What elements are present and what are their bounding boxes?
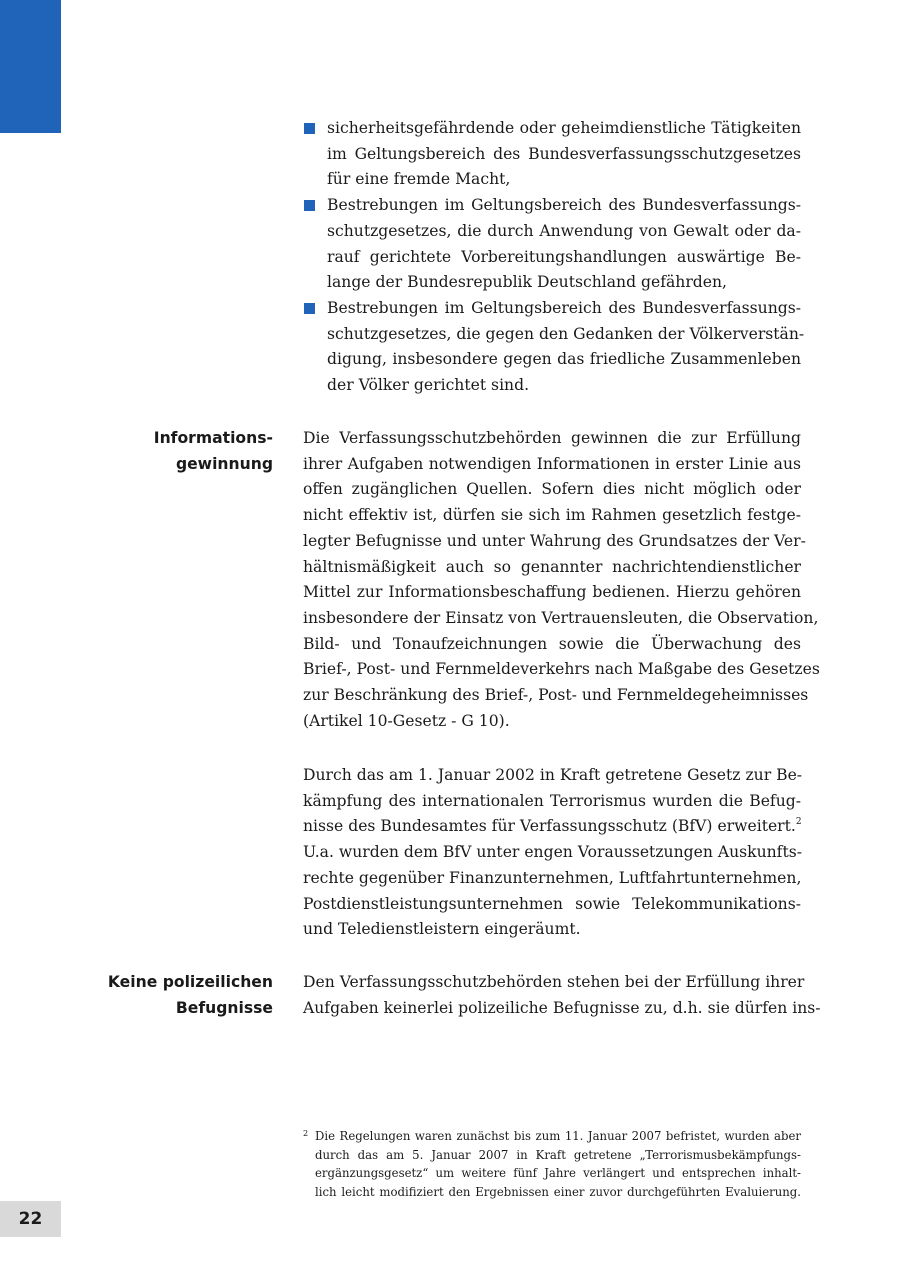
paragraph-line: offen zugänglichen Quellen. Sofern dies nicht möglich oder xyxy=(303,480,801,499)
footnote-body xyxy=(303,1127,801,1202)
section-heading-keine-polizeilichen-befugnisse xyxy=(60,970,273,1021)
bullet-list xyxy=(303,116,805,399)
paragraph-line: zur Beschränkung des Brief-, Post- und Fernmeldegeheimnisses xyxy=(303,686,809,705)
list-item-line: Bestrebungen im Geltungsbereich des Bundesverfassungs- xyxy=(327,298,801,317)
paragraph-line: und Teledienstleistern eingeräumt. xyxy=(303,920,581,939)
heading-line: Informations- xyxy=(153,429,273,447)
paragraph-line: nicht effektiv ist, dürfen sie sich im Rahmen gesetzlich festge- xyxy=(303,506,801,525)
paragraph-line: kämpfung des internationalen Terrorismus wurden die Befug- xyxy=(303,791,801,810)
list-item xyxy=(303,116,801,193)
heading-line: Befugnisse xyxy=(175,998,273,1017)
paragraph-line: Brief-, Post- und Fernmeldeverkehrs nach Maßgabe des Gesetzes xyxy=(303,660,820,679)
list-item-line: für eine fremde Macht, xyxy=(327,170,511,189)
list-item-line: im Geltungsbereich des Bundesverfassungsschutzgesetzes xyxy=(327,144,801,163)
footnote-line: Die Regelungen waren zunächst bis zum 11. Januar 2007 befristet, wurden aber xyxy=(315,1129,801,1143)
list-item-line: Bestrebungen im Geltungsbereich des Bundesverfassungs- xyxy=(327,196,801,215)
paragraph-informationsgewinnung-2 xyxy=(303,763,801,943)
list-item xyxy=(303,193,801,296)
paragraph-line: Aufgaben keinerlei polizeiliche Befugnisse zu, d.h. sie dürfen ins- xyxy=(303,998,821,1017)
paragraph-line: Mittel zur Informationsbeschaffung bedienen. Hierzu gehören xyxy=(303,583,801,602)
paragraph-line: Bild- und Tonaufzeichnungen sowie die Überwachung des xyxy=(303,634,801,653)
paragraph-line: Postdienstleistungsunternehmen sowie Telekommunikations- xyxy=(303,894,801,913)
paragraph-line: nisse des Bundesamtes für Verfassungsschutz (BfV) erweitert. xyxy=(303,817,796,836)
page-number: 22 xyxy=(0,1201,61,1237)
list-item-line: schutzgesetzes, die durch Anwendung von Gewalt oder da- xyxy=(327,221,801,240)
paragraph-line: Die Verfassungsschutzbehörden gewinnen die zur Erfüllung xyxy=(303,429,801,447)
paragraph-line: U.a. wurden dem BfV unter engen Voraussetzungen Auskunfts- xyxy=(303,843,802,862)
heading-line: Keine polizeilichen xyxy=(107,973,273,991)
paragraph-line: rechte gegenüber Finanzunternehmen, Luftfahrtunternehmen, xyxy=(303,868,802,887)
paragraph-line: Durch das am 1. Januar 2002 in Kraft getretene Gesetz zur Be- xyxy=(303,766,803,784)
paragraph-line: ihrer Aufgaben notwendigen Informationen in erster Linie aus xyxy=(303,454,801,473)
paragraph-line: legter Befugnisse und unter Wahrung des Grundsatzes der Ver- xyxy=(303,531,806,550)
footnote-marker: 2 xyxy=(303,1129,309,1138)
list-item-line: rauf gerichtete Vorbereitungshandlungen auswärtige Be- xyxy=(327,247,801,266)
chapter-color-tab xyxy=(0,0,61,133)
footnote-line: durch das am 5. Januar 2007 in Kraft getretene „Terrorismusbekämpfungs- xyxy=(315,1147,801,1162)
paragraph-informationsgewinnung-1 xyxy=(303,426,820,734)
square-bullet-icon xyxy=(304,200,315,211)
section-heading-informationsgewinnung xyxy=(60,426,273,477)
list-item-line: digung, insbesondere gegen das friedliche Zusammenleben xyxy=(327,350,801,369)
footnote-reference: 2 xyxy=(795,817,802,828)
footnote-line: lich leicht modifiziert den Ergebnissen einer zuvor durchgeführten Evaluierung. xyxy=(315,1185,801,1200)
list-item-line: der Völker gerichtet sind. xyxy=(327,376,530,395)
paragraph-line: hältnismäßigkeit auch so genannter nachrichtendienstlicher xyxy=(303,557,801,576)
heading-line: gewinnung xyxy=(175,454,273,473)
list-item-line: schutzgesetzes, die gegen den Gedanken der Völkerverstän- xyxy=(327,324,805,343)
list-item-line: lange der Bundesrepublik Deutschland gefährden, xyxy=(327,273,728,292)
list-item xyxy=(303,296,805,399)
list-item-line: sicherheitsgefährdende oder geheimdienstliche Tätigkeiten xyxy=(327,119,801,137)
paragraph-line-with-footnote xyxy=(303,814,801,840)
footnote xyxy=(303,1127,801,1202)
square-bullet-icon xyxy=(304,123,315,134)
paragraph-line: Den Verfassungsschutzbehörden stehen bei der Erfüllung ihrer xyxy=(303,973,805,991)
footnote-line: ergänzungsgesetz“ um weitere fünf Jahre verlängert und entsprechen inhalt- xyxy=(315,1166,801,1181)
paragraph-line: insbesondere der Einsatz von Vertrauensleuten, die Observation, xyxy=(303,608,819,627)
paragraph-line: (Artikel 10-Gesetz - G 10). xyxy=(303,711,510,730)
square-bullet-icon xyxy=(304,303,315,314)
paragraph-keine-polizeilichen-befugnisse xyxy=(303,970,821,1021)
